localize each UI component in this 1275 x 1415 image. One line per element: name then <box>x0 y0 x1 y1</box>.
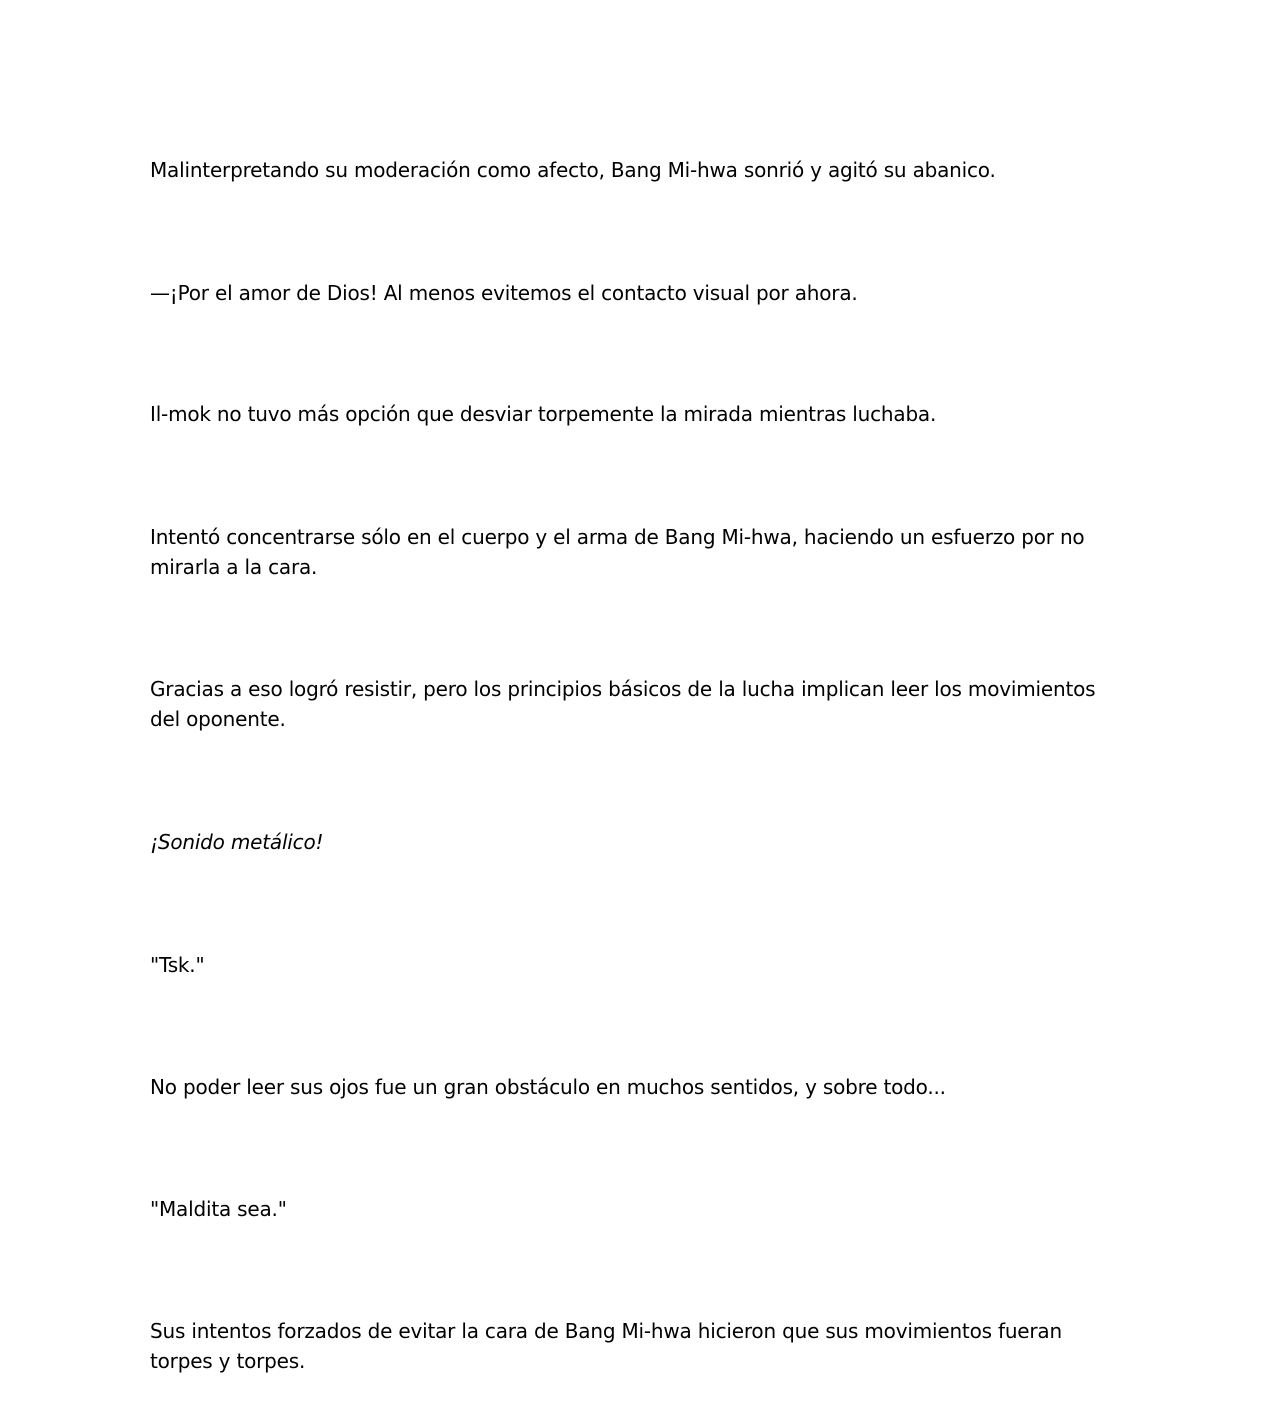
paragraph: No poder leer sus ojos fue un gran obstáculo en muchos sentidos, y sobre todo... <box>150 1075 946 1099</box>
paragraph-sound-effect: ¡Sonido metálico! <box>150 830 324 854</box>
paragraph: Malinterpretando su moderación como afecto, Bang Mi-hwa sonrió y agitó su abanico. <box>150 158 996 182</box>
paragraph: Sus intentos forzados de evitar la cara de Bang Mi-hwa hicieron que sus movimientos fueran torpes y torpes. <box>150 1319 1062 1373</box>
paragraph: Il-mok no tuvo más opción que desviar torpemente la mirada mientras luchaba. <box>150 402 937 426</box>
paragraph-dialogue: "Tsk." <box>150 953 205 977</box>
paragraph: Intentó concentrarse sólo en el cuerpo y el arma de Bang Mi-hwa, haciendo un esfuerzo por no mirarla a la cara. <box>150 525 1085 579</box>
paragraph: —¡Por el amor de Dios! Al menos evitemos el contacto visual por ahora. <box>150 281 858 305</box>
paragraph-dialogue: "Maldita sea." <box>150 1197 287 1221</box>
paragraph: Gracias a eso logró resistir, pero los principios básicos de la lucha implican leer los movimientos del oponente. <box>150 677 1096 731</box>
